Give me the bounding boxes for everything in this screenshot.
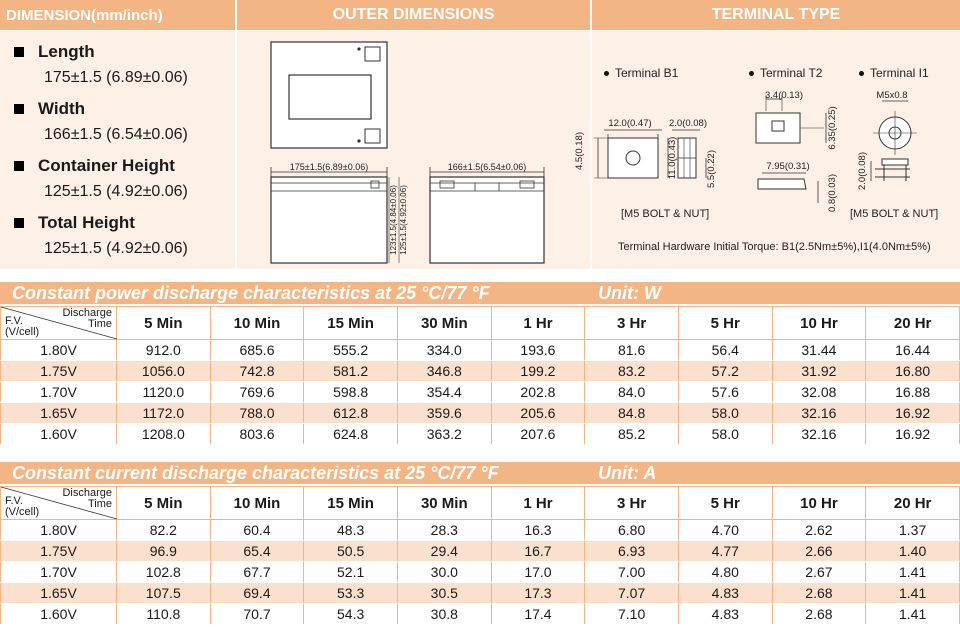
power-section-unit: Unit: W	[598, 282, 661, 303]
column-header: 3 Hr	[585, 307, 679, 340]
final-voltage-cell: 1.80V	[1, 520, 117, 541]
table-cell: 4.70	[678, 520, 772, 541]
table-cell: 85.2	[585, 424, 679, 445]
table-cell: 32.16	[772, 424, 866, 445]
table-cell: 16.80	[866, 361, 960, 382]
table-cell: 207.6	[491, 424, 585, 445]
table-row	[1, 382, 960, 403]
dimension-value: 175±1.5 (6.89±0.06)	[44, 69, 188, 86]
table-cell: 2.66	[772, 541, 866, 562]
t2-length-label: 7.95(0.31)	[766, 161, 810, 172]
corner-bottom-label: F.V. (V/cell)	[5, 315, 40, 338]
table-cell: 2.67	[772, 562, 866, 583]
table-cell: 4.83	[678, 583, 772, 604]
final-voltage-cell: 1.70V	[1, 562, 117, 583]
table-cell: 1120.0	[117, 382, 211, 403]
outer-dimensions-header: OUTER DIMENSIONS	[237, 0, 590, 30]
table-cell: 581.2	[304, 361, 398, 382]
table-row	[1, 424, 960, 445]
b1-thickness-label: 2.0(0.08)	[668, 118, 708, 129]
table-cell: 2.68	[772, 604, 866, 625]
dimension-item-container-height	[14, 153, 188, 210]
column-header: 1 Hr	[491, 487, 585, 520]
table-corner-header	[1, 487, 117, 520]
table-cell: 363.2	[397, 424, 491, 445]
table-cell: 742.8	[210, 361, 304, 382]
table-cell: 69.4	[210, 583, 304, 604]
column-header: 30 Min	[397, 487, 491, 520]
table-cell: 83.2	[585, 361, 679, 382]
final-voltage-cell: 1.80V	[1, 340, 117, 361]
table-cell: 65.4	[210, 541, 304, 562]
dimension-item-total-height	[14, 210, 188, 267]
table-cell: 202.8	[491, 382, 585, 403]
table-row	[1, 520, 960, 541]
column-header: 3 Hr	[585, 487, 679, 520]
terminal-t2-drawing	[756, 90, 838, 212]
b1-bolt-note: [M5 BOLT & NUT]	[621, 208, 710, 220]
table-cell: 31.44	[772, 340, 866, 361]
table-cell: 48.3	[304, 520, 398, 541]
column-header: 10 Min	[210, 307, 304, 340]
column-header: 30 Min	[397, 307, 491, 340]
table-cell: 52.1	[304, 562, 398, 583]
dimension-label: Width	[38, 99, 86, 118]
table-cell: 4.83	[678, 604, 772, 625]
power-section-title: Constant power discharge characteristics at 25 °C/77 °F	[12, 282, 490, 303]
table-cell: 32.08	[772, 382, 866, 403]
table-cell: 685.6	[210, 340, 304, 361]
table-cell: 16.7	[491, 541, 585, 562]
table-cell: 193.6	[491, 340, 585, 361]
column-header: 5 Hr	[678, 487, 772, 520]
table-cell: 32.16	[772, 403, 866, 424]
table-cell: 1056.0	[117, 361, 211, 382]
column-header: 15 Min	[304, 487, 398, 520]
column-header: 20 Hr	[866, 487, 960, 520]
table-cell: 102.8	[117, 562, 211, 583]
dimension-value: 125±1.5 (4.92±0.06)	[44, 240, 188, 257]
table-cell: 70.7	[210, 604, 304, 625]
terminal-type-header: TERMINAL TYPE	[592, 0, 960, 30]
table-cell: 7.00	[585, 562, 679, 583]
i1-height-label: 2.0(0.08)	[857, 151, 868, 191]
dimension-item-width	[14, 96, 188, 153]
table-row	[1, 583, 960, 604]
table-cell: 912.0	[117, 340, 211, 361]
table-cell: 96.9	[117, 541, 211, 562]
table-cell: 82.2	[117, 520, 211, 541]
column-header: 10 Hr	[772, 307, 866, 340]
table-cell: 57.2	[678, 361, 772, 382]
t2-thickness-label: 0.8(0.03)	[827, 173, 838, 213]
terminal-drawings	[574, 31, 960, 269]
b1-height-label: 11.0(0.43)	[667, 136, 678, 180]
table-cell: 54.3	[304, 604, 398, 625]
table-cell: 1.41	[866, 604, 960, 625]
t2-height-label: 6.35(0.25)	[827, 106, 838, 150]
final-voltage-cell: 1.65V	[1, 583, 117, 604]
table-row	[1, 541, 960, 562]
table-cell: 2.68	[772, 583, 866, 604]
table-cell: 199.2	[491, 361, 585, 382]
column-header: 5 Min	[117, 487, 211, 520]
terminal-b1-drawing	[574, 118, 717, 188]
table-cell: 17.3	[491, 583, 585, 604]
table-cell: 803.6	[210, 424, 304, 445]
height-a-label: 123±1.5(4.84±0.06)	[389, 185, 398, 255]
height-b-label: 125±1.5(4.92±0.06)	[399, 185, 408, 255]
table-cell: 1208.0	[117, 424, 211, 445]
square-bullet-icon	[14, 47, 24, 57]
table-cell: 29.4	[397, 541, 491, 562]
b1-width-label: 12.0(0.47)	[608, 118, 652, 129]
side-width-label: 166±1.5(6.54±0.06)	[447, 162, 527, 172]
square-bullet-icon	[14, 104, 24, 114]
dimension-label: Total Height	[38, 213, 135, 232]
table-cell: 598.8	[304, 382, 398, 403]
t2-width-label: 3.4(0.13)	[764, 90, 804, 101]
dimension-panel	[0, 31, 235, 269]
terminal-type-panel	[574, 31, 960, 269]
table-cell: 205.6	[491, 403, 585, 424]
dimension-item-length	[14, 39, 188, 96]
table-cell: 359.6	[397, 403, 491, 424]
table-row	[1, 604, 960, 625]
final-voltage-cell: 1.60V	[1, 424, 117, 445]
square-bullet-icon	[14, 161, 24, 171]
table-cell: 16.44	[866, 340, 960, 361]
b1-hole-height-label: 4.5(0.18)	[574, 131, 585, 171]
table-cell: 555.2	[304, 340, 398, 361]
table-cell: 1.41	[866, 583, 960, 604]
final-voltage-cell: 1.60V	[1, 604, 117, 625]
table-cell: 67.7	[210, 562, 304, 583]
table-cell: 7.07	[585, 583, 679, 604]
outer-dimensions-panel	[237, 31, 590, 269]
table-cell: 769.6	[210, 382, 304, 403]
corner-bottom-label: F.V. (V/cell)	[5, 495, 40, 518]
table-cell: 1172.0	[117, 403, 211, 424]
table-cell: 84.0	[585, 382, 679, 403]
table-cell: 17.4	[491, 604, 585, 625]
terminal-i1-name: Terminal I1	[870, 66, 929, 80]
table-cell: 4.80	[678, 562, 772, 583]
table-row	[1, 361, 960, 382]
table-cell: 16.92	[866, 403, 960, 424]
table-cell: 1.41	[866, 562, 960, 583]
corner-top-label: Discharge Time	[62, 307, 112, 330]
column-header: 20 Hr	[866, 307, 960, 340]
table-row	[1, 403, 960, 424]
torque-note: Terminal Hardware Initial Torque: B1(2.5Nm±5%),I1(4.0Nm±5%)	[618, 241, 931, 253]
table-cell: 2.62	[772, 520, 866, 541]
table-cell: 28.3	[397, 520, 491, 541]
column-header: 1 Hr	[491, 307, 585, 340]
front-width-label: 175±1.5(6.89±0.06)	[289, 162, 369, 172]
corner-top-label: Discharge Time	[62, 487, 112, 510]
current-section-header	[0, 462, 960, 484]
column-header: 15 Min	[304, 307, 398, 340]
i1-bolt-note: [M5 BOLT & NUT]	[850, 208, 939, 220]
dimension-label: Container Height	[38, 156, 175, 175]
table-cell: 6.80	[585, 520, 679, 541]
table-cell: 4.77	[678, 541, 772, 562]
table-cell: 31.92	[772, 361, 866, 382]
table-cell: 110.8	[117, 604, 211, 625]
table-cell: 1.40	[866, 541, 960, 562]
table-cell: 7.10	[585, 604, 679, 625]
current-section-title: Constant current discharge characteristics at 25 °C/77 °F	[12, 462, 499, 483]
table-cell: 354.4	[397, 382, 491, 403]
current-discharge-table	[0, 486, 960, 625]
square-bullet-icon	[14, 218, 24, 228]
table-cell: 60.4	[210, 520, 304, 541]
battery-outline-drawing	[237, 31, 590, 269]
i1-bolt-label: M5x0.8	[876, 90, 908, 101]
dimension-label: Length	[38, 42, 95, 61]
dimension-header: DIMENSION(mm/inch)	[0, 0, 235, 30]
table-cell: 84.8	[585, 403, 679, 424]
table-cell: 612.8	[304, 403, 398, 424]
table-cell: 107.5	[117, 583, 211, 604]
table-cell: 788.0	[210, 403, 304, 424]
terminal-i1-drawing	[857, 90, 917, 190]
table-cell: 53.3	[304, 583, 398, 604]
dimension-value: 166±1.5 (6.54±0.06)	[44, 126, 188, 143]
table-corner-header	[1, 307, 117, 340]
final-voltage-cell: 1.70V	[1, 382, 117, 403]
table-cell: 30.0	[397, 562, 491, 583]
table-cell: 16.3	[491, 520, 585, 541]
power-discharge-table	[0, 306, 960, 445]
table-cell: 346.8	[397, 361, 491, 382]
column-header: 5 Min	[117, 307, 211, 340]
final-voltage-cell: 1.75V	[1, 541, 117, 562]
b1-lower-height-label: 5.5(0.22)	[706, 149, 717, 189]
table-cell: 624.8	[304, 424, 398, 445]
table-cell: 6.93	[585, 541, 679, 562]
table-cell: 334.0	[397, 340, 491, 361]
table-cell: 16.88	[866, 382, 960, 403]
power-section-header	[0, 282, 960, 304]
table-cell: 17.0	[491, 562, 585, 583]
dimension-list	[14, 39, 188, 267]
table-cell: 81.6	[585, 340, 679, 361]
current-section-unit: Unit: A	[598, 462, 657, 483]
terminal-t2-name: Terminal T2	[760, 66, 823, 80]
table-cell: 1.37	[866, 520, 960, 541]
terminal-b1-name: Terminal B1	[615, 66, 679, 80]
dimension-value: 125±1.5 (4.92±0.06)	[44, 183, 188, 200]
table-cell: 30.5	[397, 583, 491, 604]
table-row	[1, 562, 960, 583]
table-cell: 58.0	[678, 424, 772, 445]
table-cell: 50.5	[304, 541, 398, 562]
column-header: 10 Hr	[772, 487, 866, 520]
table-cell: 16.92	[866, 424, 960, 445]
column-header: 10 Min	[210, 487, 304, 520]
table-cell: 56.4	[678, 340, 772, 361]
final-voltage-cell: 1.75V	[1, 361, 117, 382]
table-cell: 58.0	[678, 403, 772, 424]
table-cell: 57.6	[678, 382, 772, 403]
table-cell: 30.8	[397, 604, 491, 625]
table-row	[1, 340, 960, 361]
final-voltage-cell: 1.65V	[1, 403, 117, 424]
column-header: 5 Hr	[678, 307, 772, 340]
